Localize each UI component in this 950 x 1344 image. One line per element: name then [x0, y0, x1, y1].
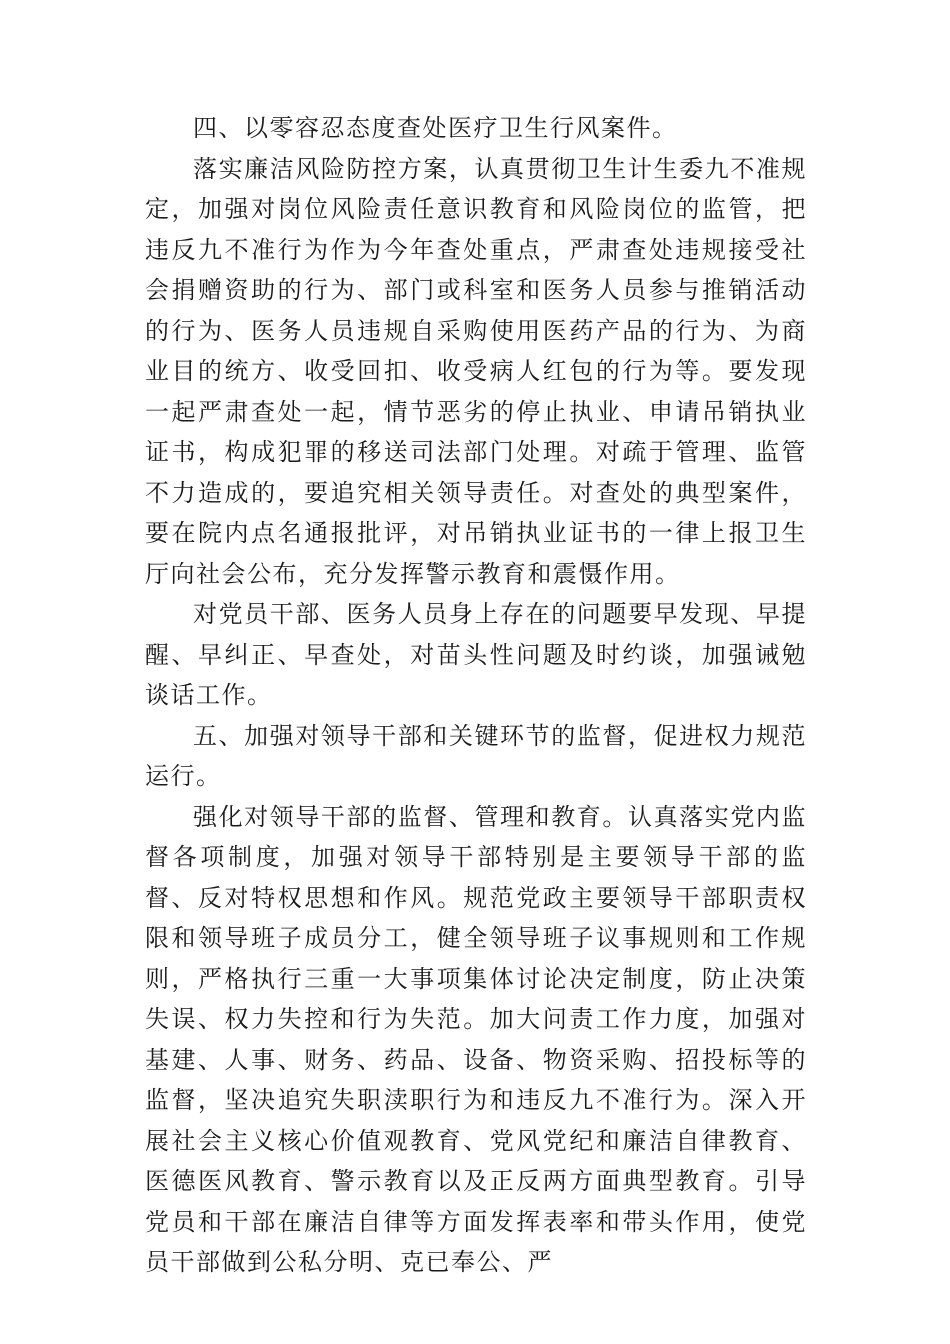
- body-paragraph: 对党员干部、医务人员身上存在的问题要早发现、早提醒、早纠正、早查处，对苗头性问题及时约谈，加强诫勉谈话工作。: [145, 600, 807, 709]
- body-paragraph: 强化对领导干部的监督、管理和教育。认真落实党内监督各项制度，加强对领导干部特别是主要领导干部的监督、反对特权思想和作风。规范党政主要领导干部职责权限和领导班子成员分工，健全领导班子议事规则和工作规则，严格执行三重一大事项集体讨论决定制度，防止决策失误、权力失控和行为失范。加大问责工作力度，加强对基建、人事、财务、药品、设备、物资采购、招投标等的监督，坚决追究失职渎职行为和违反九不准行为。深入开展社会主义核心价值观教育、党风党纪和廉洁自律教育、医德医风教育、警示教育以及正反两方面典型教育。引导党员和干部在廉洁自律等方面发挥表率和带头作用，使党员干部做到公私分明、克已奉公、严: [145, 802, 807, 1276]
- document-page: [145, 108, 807, 1283]
- section-heading-5: 五、加强对领导干部和关键环节的监督，促进权力规范运行。: [145, 721, 807, 790]
- section-heading-4: 四、以零容忍态度查处医疗卫生行风案件。: [193, 114, 678, 142]
- body-paragraph: 落实廉洁风险防控方案，认真贯彻卫生计生委九不准规定，加强对岗位风险责任意识教育和风险岗位的监管，把违反九不准行为作为今年查处重点，严肃查处违规接受社会捐赠资助的行为、部门或科室和医务人员参与推销活动的行为、医务人员违规自采购使用医药产品的行为、为商业目的统方、收受回扣、收受病人红包的行为等。要发现一起严肃查处一起，情节恶劣的停止执业、申请吊销执业证书，构成犯罪的移送司法部门处理。对疏于管理、监管不力造成的，要追究相关领导责任。对查处的典型案件，要在院内点名通报批评，对吊销执业证书的一律上报卫生厅向社会公布，充分发挥警示教育和震慑作用。: [145, 154, 807, 588]
